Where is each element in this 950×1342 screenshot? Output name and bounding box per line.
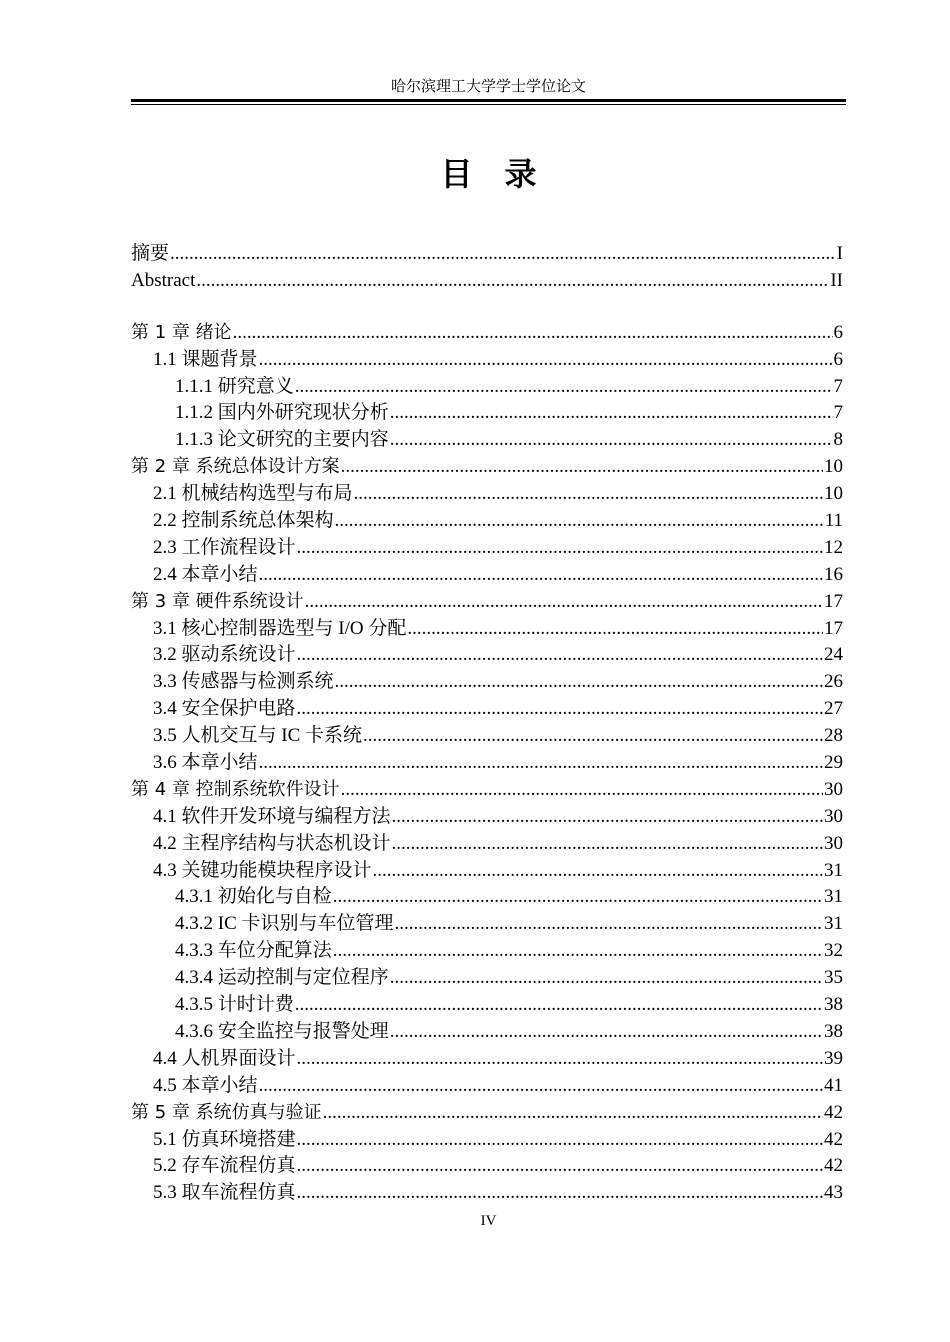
toc-leader-dots <box>392 831 823 858</box>
toc-leader-dots <box>407 616 823 643</box>
toc-entry-page: 27 <box>824 698 843 720</box>
toc-entry[interactable] <box>131 642 843 669</box>
running-header: 哈尔滨理工大学学士学位论文 <box>390 79 586 95</box>
toc-entry-page: 24 <box>824 644 843 666</box>
toc-chapter-entry[interactable] <box>131 454 843 481</box>
toc-entry-page: 7 <box>833 375 843 397</box>
toc-entry-label: 3.6 本章小结 <box>153 752 258 774</box>
toc-entry[interactable] <box>131 884 843 911</box>
toc-entry[interactable] <box>131 427 843 454</box>
toc-leader-dots <box>390 1019 823 1046</box>
toc-entry-page: 12 <box>824 536 843 558</box>
toc-entry-label: 4.3.5 计时计费 <box>175 994 294 1016</box>
toc-entry-label: 2.2 控制系统总体架构 <box>153 510 334 532</box>
toc-entry-label: 1.1.3 论文研究的主要内容 <box>175 429 389 451</box>
header-rule-thick <box>131 99 846 102</box>
toc-leader-dots <box>259 750 823 777</box>
toc-entry[interactable] <box>131 911 843 938</box>
toc-entry-label: 4.3.2 IC 卡识别与车位管理 <box>175 913 394 935</box>
toc-entry-page: 30 <box>824 805 843 827</box>
toc-entry-label: 4.3 关键功能模块程序设计 <box>153 859 372 881</box>
toc-leader-dots <box>233 320 833 347</box>
toc-entry-page: 17 <box>824 590 843 612</box>
toc-entry-page: 17 <box>824 617 843 639</box>
toc-entry-page: 43 <box>824 1182 843 1204</box>
toc-entry[interactable] <box>131 1073 843 1100</box>
toc-entry[interactable] <box>131 750 843 777</box>
toc-entry[interactable] <box>131 938 843 965</box>
toc-entry-page: 6 <box>833 321 843 343</box>
toc-leader-dots <box>170 241 836 268</box>
toc-entry-label: 3.1 核心控制器选型与 I/O 分配 <box>153 617 407 639</box>
toc-gap <box>131 295 843 320</box>
toc-leader-dots <box>297 535 823 562</box>
toc-entry-label: 3.5 人机交互与 IC 卡系统 <box>153 725 363 747</box>
toc-entry-label: 摘要 <box>131 243 170 264</box>
toc-entry-page: 16 <box>824 563 843 585</box>
toc-entry-label: 4.4 人机界面设计 <box>153 1047 296 1069</box>
toc-entry-label: 2.4 本章小结 <box>153 563 258 585</box>
toc-chapter-entry[interactable] <box>131 589 843 616</box>
toc-entry[interactable] <box>131 400 843 427</box>
toc-leader-dots <box>333 884 823 911</box>
toc-leader-dots <box>297 1127 823 1154</box>
toc-entry[interactable] <box>131 616 843 643</box>
toc-entry-page: 31 <box>824 886 843 908</box>
toc-entry-label: 1.1 课题背景 <box>153 348 258 370</box>
toc-entry-label: 4.3.3 车位分配算法 <box>175 940 332 962</box>
toc-entry-page: I <box>836 243 843 264</box>
toc-entry-page: 8 <box>833 429 843 451</box>
toc-leader-dots <box>297 696 823 723</box>
toc-entry[interactable] <box>131 347 843 374</box>
toc-entry-label: 3.3 传感器与检测系统 <box>153 671 334 693</box>
toc-entry[interactable] <box>131 831 843 858</box>
toc-entry-label: 4.1 软件开发环境与编程方法 <box>153 805 391 827</box>
toc-entry[interactable] <box>131 1180 843 1207</box>
toc-entry-label: 第 5 章 系统仿真与验证 <box>131 1101 322 1123</box>
toc-entry[interactable] <box>131 1046 843 1073</box>
toc-entry-label: 第 4 章 控制系统软件设计 <box>131 778 340 800</box>
toc-entry-page: 38 <box>824 1020 843 1042</box>
toc-entry-label: 5.3 取车流程仿真 <box>153 1182 296 1204</box>
toc-entry-page: 29 <box>824 752 843 774</box>
toc-entry-label: 3.4 安全保护电路 <box>153 698 296 720</box>
table-of-contents <box>131 241 843 1207</box>
toc-leader-dots <box>363 723 823 750</box>
toc-entry-label: 2.3 工作流程设计 <box>153 536 296 558</box>
toc-entry-page: II <box>830 269 843 291</box>
toc-entry[interactable] <box>131 1127 843 1154</box>
toc-leader-dots <box>335 669 823 696</box>
toc-entry-label: 4.3.1 初始化与自检 <box>175 886 332 908</box>
toc-leader-dots <box>341 454 823 481</box>
toc-entry-page: 39 <box>824 1047 843 1069</box>
toc-entry-label: 1.1.1 研究意义 <box>175 375 294 397</box>
toc-entry[interactable] <box>131 508 843 535</box>
toc-entry-label: 2.1 机械结构选型与布局 <box>153 483 353 505</box>
toc-leader-dots <box>395 911 823 938</box>
toc-entry-page: 7 <box>833 402 843 424</box>
toc-chapter-entry[interactable] <box>131 320 843 347</box>
toc-entry[interactable] <box>131 992 843 1019</box>
toc-entry[interactable] <box>131 1019 843 1046</box>
toc-entry-label: 1.1.2 国内外研究现状分析 <box>175 402 389 424</box>
toc-entry-label: 5.1 仿真环境搭建 <box>153 1128 296 1150</box>
toc-entry[interactable] <box>131 965 843 992</box>
toc-entry-label: 4.5 本章小结 <box>153 1074 258 1096</box>
toc-leader-dots <box>295 374 833 401</box>
toc-entry-page: 28 <box>824 725 843 747</box>
header-rule-thin <box>131 104 846 105</box>
toc-leader-dots <box>305 589 823 616</box>
toc-entry-page: 26 <box>824 671 843 693</box>
toc-leader-dots <box>354 481 823 508</box>
toc-leader-dots <box>297 1153 823 1180</box>
toc-entry-page: 30 <box>824 832 843 854</box>
toc-leader-dots <box>297 1046 823 1073</box>
toc-entry[interactable] <box>131 268 843 295</box>
toc-entry-page: 41 <box>824 1074 843 1096</box>
toc-entry-page: 38 <box>824 994 843 1016</box>
page-number: IV <box>480 1213 497 1229</box>
toc-entry-page: 31 <box>824 859 843 881</box>
toc-entry[interactable] <box>131 723 843 750</box>
toc-entry[interactable] <box>131 1153 843 1180</box>
toc-entry-page: 35 <box>824 967 843 989</box>
toc-entry[interactable] <box>131 241 843 268</box>
toc-entry-page: 42 <box>824 1101 843 1123</box>
toc-entry-label: 第 1 章 绪论 <box>131 321 232 343</box>
toc-entry-page: 42 <box>824 1128 843 1150</box>
toc-leader-dots <box>333 938 823 965</box>
toc-chapter-entry[interactable] <box>131 777 843 804</box>
toc-chapter-entry[interactable] <box>131 1100 843 1127</box>
toc-leader-dots <box>295 992 823 1019</box>
toc-entry[interactable] <box>131 804 843 831</box>
toc-leader-dots <box>373 858 823 885</box>
toc-entry-page: 10 <box>824 456 843 478</box>
toc-leader-dots <box>341 777 823 804</box>
toc-entry-page: 31 <box>824 913 843 935</box>
toc-entry[interactable] <box>131 858 843 885</box>
toc-leader-dots <box>323 1100 823 1127</box>
toc-entry[interactable] <box>131 535 843 562</box>
toc-title: 目录 <box>440 155 569 193</box>
toc-entry-label: 5.2 存车流程仿真 <box>153 1155 296 1177</box>
toc-leader-dots <box>390 965 823 992</box>
toc-leader-dots <box>259 1073 823 1100</box>
toc-entry-page: 32 <box>824 940 843 962</box>
toc-leader-dots <box>335 508 824 535</box>
toc-leader-dots <box>390 400 833 427</box>
toc-entry-label: 第 2 章 系统总体设计方案 <box>131 456 340 478</box>
toc-entry[interactable] <box>131 562 843 589</box>
toc-entry[interactable] <box>131 481 843 508</box>
toc-entry-label: 第 3 章 硬件系统设计 <box>131 590 304 612</box>
toc-leader-dots <box>297 642 823 669</box>
toc-entry-label: 4.3.6 安全监控与报警处理 <box>175 1020 389 1042</box>
toc-entry-page: 42 <box>824 1155 843 1177</box>
toc-entry-page: 30 <box>824 778 843 800</box>
toc-entry-label: 4.2 主程序结构与状态机设计 <box>153 832 391 854</box>
toc-entry-page: 6 <box>833 348 843 370</box>
toc-entry[interactable] <box>131 669 843 696</box>
toc-entry-label: Abstract <box>131 269 196 291</box>
toc-entry-label: 3.2 驱动系统设计 <box>153 644 296 666</box>
toc-leader-dots <box>392 804 823 831</box>
toc-leader-dots <box>259 347 833 374</box>
toc-entry[interactable] <box>131 696 843 723</box>
toc-entry[interactable] <box>131 374 843 401</box>
toc-leader-dots <box>196 268 829 295</box>
toc-entry-page: 11 <box>824 510 843 532</box>
toc-leader-dots <box>390 427 833 454</box>
toc-entry-label: 4.3.4 运动控制与定位程序 <box>175 967 389 989</box>
toc-entry-page: 10 <box>824 483 843 505</box>
toc-leader-dots <box>297 1180 823 1207</box>
toc-leader-dots <box>259 562 823 589</box>
